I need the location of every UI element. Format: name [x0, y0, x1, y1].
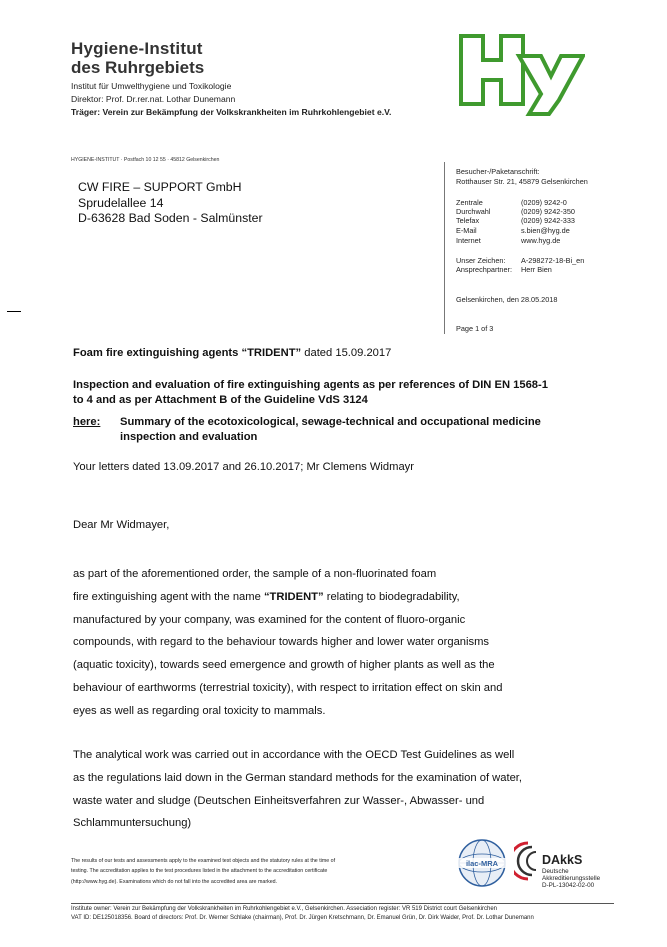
subject-pre: Foam fire extinguishing agents — [73, 347, 242, 359]
letters-reference: Your letters dated 13.09.2017 and 26.10.2017; Mr Clemens Widmayr — [73, 461, 415, 473]
letter-date: Gelsenkirchen, den 28.05.2018 — [456, 295, 558, 304]
ilac-text: ilac-MRA — [465, 859, 499, 868]
p1-l2-pre: fire extinguishing agent with the name — [73, 591, 264, 603]
paragraph2-line3: waste water and sludge (Deutschen Einheitsverfahren zur Wasser-, Abwasser- und — [73, 795, 485, 807]
fold-mark — [7, 311, 21, 312]
footer-vat: VAT ID: DE125018356. Board of directors: Prof. Dr. Werner Schlake (chairman), Prof. Dr. Jürgen Kretschmann, Dr. Emanuel Grün, Dr. Dirk Waider, Prof. Dr. Lothar Dunemann — [71, 915, 534, 921]
recipient-city: D-63628 Bad Soden - Salmünster — [78, 211, 263, 225]
hy-logo — [457, 30, 585, 116]
recipient-street: Sprudelallee 14 — [78, 196, 164, 210]
paragraph1-line2 — [73, 591, 460, 603]
contact-person-label: Ansprechpartner: — [456, 265, 512, 274]
paragraph2-line2: as the regulations laid down in the German standard methods for the examination of water, — [73, 772, 523, 784]
footer-note-line2: testing. The accreditation applies to the test procedures listed in the attachment to the accreditation certificate — [71, 868, 328, 874]
institute-sponsor: Träger: Verein zur Bekämpfung der Volkskrankheiten im Ruhrkohlengebiet e.V. — [71, 107, 392, 117]
email-label: E-Mail — [456, 226, 477, 235]
salutation: Dear Mr Widmayer, — [73, 519, 170, 531]
durchwahl-label: Durchwahl — [456, 207, 491, 216]
p1-l2-post: relating to biodegradability, — [323, 591, 460, 603]
contact-divider — [444, 162, 445, 334]
subject-product: “TRIDENT” — [241, 347, 302, 359]
institute-subtitle: Institut für Umwelthygiene und Toxikologie — [71, 81, 232, 91]
subject-date: dated 15.09.2017 — [301, 347, 392, 359]
paragraph1-line5: (aquatic toxicity), towards seed emergence and growth of higher plants as well as the — [73, 659, 495, 671]
dakks-line1: Deutsche — [542, 868, 569, 875]
reference-label: Unser Zeichen: — [456, 256, 506, 265]
durchwahl-value: (0209) 9242-350 — [521, 207, 575, 216]
telefax-label: Telefax — [456, 216, 480, 225]
page-number: Page 1 of 3 — [456, 324, 494, 333]
paragraph1-line4: compounds, with regard to the behaviour towards higher and lower water organisms — [73, 636, 490, 648]
address-label: Besucher-/Paketanschrift: — [456, 167, 540, 176]
summary-line1: Summary of the ecotoxicological, sewage-technical and occupational medicine — [120, 416, 541, 428]
reference-value: A-298272-18-Bi_en — [521, 256, 585, 265]
visitor-address: Rotthauser Str. 21, 45879 Gelsenkirchen — [456, 177, 588, 186]
telefax-value: (0209) 9242-333 — [521, 216, 575, 225]
paragraph1-line3: manufactured by your company, was examined for the content of fluoro-organic — [73, 614, 466, 626]
summary-line2: inspection and evaluation — [120, 431, 258, 443]
inspection-line2: to 4 and as per Attachment B of the Guideline VdS 3124 — [73, 394, 368, 406]
footer-note-line3: (http://www.hyg.de). Examinations which do not fall into the accredited area are marked. — [71, 879, 278, 885]
here-label: here: — [73, 416, 101, 428]
dakks-name: DAkkS — [542, 853, 583, 867]
footer-note-line1: The results of our tests and assessments apply to the examined test objects and the statutory rules at the time of — [71, 858, 336, 864]
zentrale-value: (0209) 9242-0 — [521, 198, 567, 207]
paragraph1-line1: as part of the aforementioned order, the sample of a non-fluorinated foam — [73, 568, 437, 580]
inspection-line1: Inspection and evaluation of fire extinguishing agents as per references of DIN EN 1568-1 — [73, 379, 548, 391]
footer-divider — [71, 903, 614, 904]
paragraph1-line7: eyes as well as regarding oral toxicity to mammals. — [73, 705, 326, 717]
institute-name-line1: Hygiene-Institut — [71, 39, 203, 58]
zentrale-label: Zentrale — [456, 198, 483, 207]
institute-director: Direktor: Prof. Dr.rer.nat. Lothar Dunemann — [71, 94, 236, 104]
email-value: s.bien@hyg.de — [521, 226, 570, 235]
paragraph1-line6: behaviour of earthworms (terrestrial toxicity), with respect to irritation effect on skin and — [73, 682, 503, 694]
dakks-id: D-PL-13042-02-00 — [542, 882, 595, 889]
ilac-mra-logo — [456, 838, 508, 888]
paragraph2-line4: Schlammuntersuchung) — [73, 817, 192, 829]
p1-l2-product: “TRIDENT” — [263, 591, 324, 603]
contact-person-value: Herr Bien — [521, 265, 552, 274]
dakks-logo-mark — [514, 841, 544, 881]
internet-label: Internet — [456, 236, 481, 245]
paragraph2-line1: The analytical work was carried out in accordance with the OECD Test Guidelines as well — [73, 749, 515, 761]
institute-name-line2: des Ruhrgebiets — [71, 58, 205, 77]
sender-return-address: HYGIENE-INSTITUT · Postfach 10 12 55 · 45812 Gelsenkirchen — [71, 157, 220, 163]
recipient-name: CW FIRE – SUPPORT GmbH — [78, 180, 242, 194]
subject-line — [73, 347, 391, 359]
dakks-line2: Akkreditierungsstelle — [542, 875, 601, 882]
footer-owner: Institute owner: Verein zur Bekämpfung der Volkskrankheiten im Ruhrkohlengebiet e.V., Gelsenkirchen. Asseciation register: VR 519 District court Gelsenkirchen — [71, 906, 497, 912]
internet-value: www.hyg.de — [521, 236, 561, 245]
